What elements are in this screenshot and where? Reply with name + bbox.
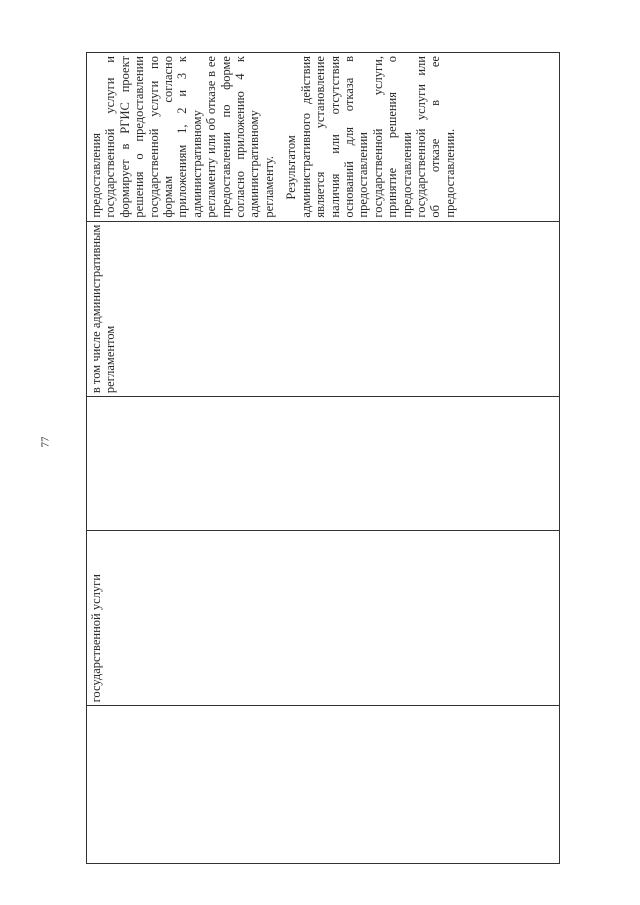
- table-cell-col2: [87, 530, 559, 706]
- table-cell-col5: [87, 53, 559, 221]
- table-cell-col4: [87, 221, 559, 397]
- cell-paragraph-1: предоставления государственной услуги и формирует в РГИС проект решения о предоставлении государственной услуги по формам согласно приложениям 1, 2 и 3 к административному регламенту или об отказе в ее предоставлении по форме согласно приложению 4 к административному регламенту.: [89, 56, 276, 218]
- cell-text: государственной услуги: [89, 574, 103, 703]
- cell-paragraph-2: Результатом административного действия является установление наличия или отсутствия оснований для отказа в предоставлении государственной услуги, принятие решения о предоставлении государственной услуги или об отказе в ее предоставлении.: [284, 56, 457, 218]
- rotated-table-wrapper: [86, 52, 560, 864]
- table-cell-col1: [87, 705, 559, 863]
- table-cell-col3: [87, 396, 559, 530]
- page-number: 77: [39, 436, 52, 448]
- procedure-table: [86, 52, 560, 864]
- cell-text: в том числе административным регламентом: [89, 224, 118, 394]
